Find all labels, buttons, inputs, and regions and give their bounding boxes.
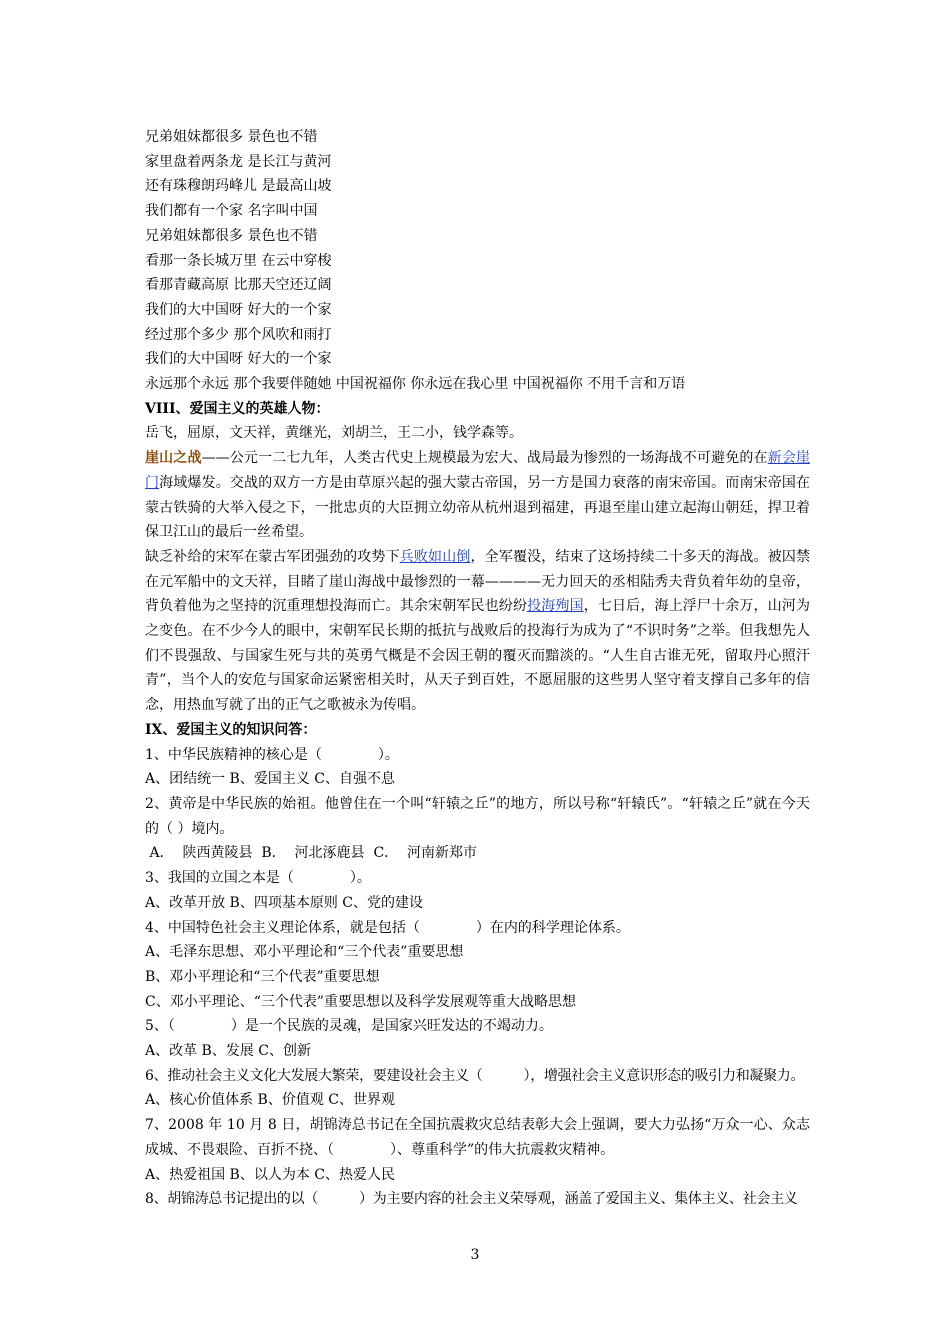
section-8-heading: VIII、爱国主义的英雄人物： <box>145 400 330 417</box>
touhai-xunguo-link[interactable]: 投海殉国 <box>527 598 584 615</box>
paragraph-text: 缺乏补给的宋军在蒙古军团强劲的攻势下 <box>145 548 400 565</box>
quiz-options: B、邓小平理论和“三个代表”重要思想 <box>145 968 380 985</box>
xinhui-yamen-link[interactable]: 新会崖门 <box>145 450 811 491</box>
song-lyrics <box>145 125 810 397</box>
paragraph-text: ——公元一二七九年，人类古代史上规模最为宏大、战局最为惨烈的一场海战不可避免的在 <box>201 450 768 467</box>
page-number: 3 <box>470 1247 480 1263</box>
quiz-options: A、团结统一 B、爱国主义 C、自强不息 <box>145 771 396 788</box>
heroes-list: 岳飞，屈原，文天祥，黄继光，刘胡兰，王二小，钱学森等。 <box>145 425 523 442</box>
quiz-question: 6、推动社会主义文化大发展大繁荣，要建设社会主义（ ），增强社会主义意识形态的吸引力和凝聚力。 <box>145 1067 805 1084</box>
lyric-line: 经过那个多少 那个风吹和雨打 <box>145 326 332 343</box>
quiz-options: A、改革 B、发展 C、创新 <box>145 1043 312 1060</box>
section-9-heading: IX、爱国主义的知识问答： <box>145 721 317 738</box>
quiz-question: 7、2008 年 10 月 8 日，胡锦涛总书记在全国抗震救灾总结表彰大会上强调，要大力弘扬“万众一心、众志成城、不畏艰险、百折不挠、（ ）、尊重科学”的伟大抗震救灾精神。 <box>145 1117 810 1158</box>
yashan-battle-title: 崖山之战 <box>145 450 202 467</box>
quiz-options: A、核心价值体系 B、价值观 C、世界观 <box>145 1092 396 1109</box>
lyric-line: 我们的大中国呀 好大的一个家 <box>145 301 332 318</box>
lyric-line: 还有珠穆朗玛峰儿 是最高山坡 <box>145 178 332 195</box>
page-content <box>145 125 810 1212</box>
quiz-options: A、热爱祖国 B、以人为本 C、热爱人民 <box>145 1166 396 1183</box>
paragraph-text: ，全军覆没，结束了这场持续二十多天的海战。被囚禁在元军船中的文天祥，目睹了崖山海战中最惨烈的一幕————无力回天的丞相陆秀夫背负着年幼的皇帝，背负着他为之坚持的沉重理想投海而亡。其余宋朝军民也纷纷 <box>145 548 811 615</box>
lyric-line: 家里盘着两条龙 是长江与黄河 <box>145 153 332 170</box>
quiz-question: 3、我国的立国之本是（ ）。 <box>145 870 371 887</box>
lyric-line: 兄弟姐妹都很多 景色也不错 <box>145 227 318 244</box>
quiz-options: C、邓小平理论、“三个代表”重要思想以及科学发展观等重大战略思想 <box>145 993 577 1010</box>
lyric-line: 看那青藏高原 比那天空还辽阔 <box>145 277 332 294</box>
lyric-line: 兄弟姐妹都很多 景色也不错 <box>145 129 318 145</box>
quiz-options: A、改革开放 B、四项基本原则 C、党的建设 <box>145 894 424 911</box>
quiz-question: 8、胡锦涛总书记提出的以（ ）为主要内容的社会主义荣辱观，涵盖了爱国主义、集体主义、社会主义 <box>145 1191 798 1208</box>
quiz-question: 5、（ ）是一个民族的灵魂，是国家兴旺发达的不竭动力。 <box>145 1018 553 1035</box>
paragraph-text: 海域爆发。交战的双方一方是由草原兴起的强大蒙古帝国，另一方是国力衰落的南宋帝国。而南宋帝国在蒙古铁骑的大举入侵之下，一批忠贞的大臣拥立幼帝从杭州退到福建，再退至崖山建立起海山朝廷，捍卫着保卫江山的最后一丝希望。 <box>145 474 811 541</box>
yashan-battle-paragraph-1 <box>145 446 810 545</box>
bingbai-rushandao-link[interactable]: 兵败如山倒 <box>399 548 471 565</box>
quiz-options: A、毛泽东思想、邓小平理论和“三个代表”重要思想 <box>145 944 464 961</box>
lyric-line: 永远那个永远 那个我要伴随她 中国祝福你 你永远在我心里 中国祝福你 不用千言和万语 <box>145 376 686 393</box>
quiz-question: 1、中华民族精神的核心是（ ）。 <box>145 746 399 763</box>
lyric-line: 我们的大中国呀 好大的一个家 <box>145 351 332 368</box>
quiz-question: 4、中国特色社会主义理论体系，就是包括（ ）在内的科学理论体系。 <box>145 919 630 936</box>
lyric-line: 我们都有一个家 名字叫中国 <box>145 203 318 220</box>
lyric-line: 看那一条长城万里 在云中穿梭 <box>145 252 332 269</box>
quiz-question: 2、黄帝是中华民族的始祖。他曾住在一个叫“轩辕之丘”的地方，所以号称“轩辕氏”。“轩辕之丘”就在今天的（ ）境内。 <box>145 795 810 837</box>
quiz-options: A． 陕西黄陵县 B． 河北涿鹿县 C． 河南新郑市 <box>145 845 478 862</box>
paragraph-text: ，七日后，海上浮尸十余万，山河为之变色。在不少今人的眼中，宋朝军民长期的抵抗与战败后的投海行为成为了“不识时务”之举。但我想先人们不畏强敌、与国家生死与共的英勇气概是不会因王朝的覆灭而黯淡的。“人生自古谁无死，留取丹心照汗青”，当个人的安危与国家命运紧密相关时，从天子到百姓，不愿屈服的这些男人坚守着支撑自己多年的信念，用热血写就了出的正气之歌被永为传唱。 <box>145 598 811 714</box>
quiz <box>145 743 810 1212</box>
yashan-battle-paragraph-2 <box>145 545 810 718</box>
